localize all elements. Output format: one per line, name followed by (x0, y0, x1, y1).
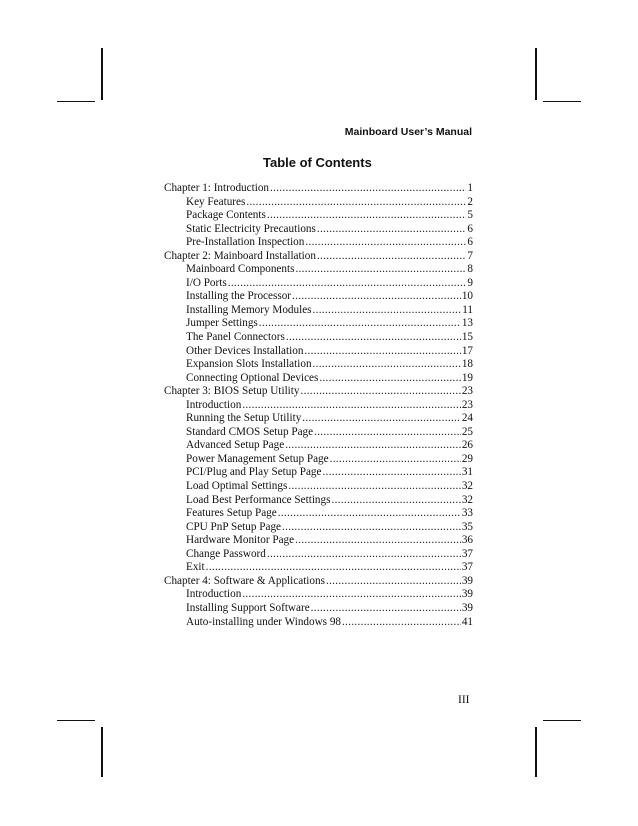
toc-entry-page: 32 (461, 480, 473, 493)
toc-entry-page: 33 (461, 507, 473, 520)
toc-section-entry[interactable] (164, 317, 473, 331)
toc-entry-page: 32 (461, 493, 473, 506)
table-of-contents (164, 182, 473, 629)
toc-entry-page: 36 (461, 534, 473, 547)
dot-leader (295, 534, 461, 548)
toc-section-entry[interactable] (164, 439, 473, 453)
dot-leader (288, 480, 461, 494)
toc-section-entry[interactable] (164, 358, 473, 372)
crop-mark-bottom-right-vertical (535, 727, 537, 777)
toc-entry-page: 11 (462, 303, 473, 316)
toc-section-entry[interactable] (164, 345, 473, 359)
toc-entry-page: 17 (461, 344, 473, 357)
toc-entry-label: PCI/Plug and Play Setup Page (186, 466, 322, 479)
dot-leader (267, 548, 461, 562)
dot-leader (206, 561, 461, 575)
toc-entry-page: 23 (461, 398, 473, 411)
dot-leader (242, 399, 461, 413)
toc-entry-label: Advanced Setup Page (186, 439, 285, 452)
dot-leader (305, 236, 466, 250)
dot-leader (313, 304, 462, 318)
toc-section-entry[interactable] (164, 263, 473, 277)
toc-section-entry[interactable] (164, 304, 473, 318)
toc-entry-page: 10 (461, 290, 473, 303)
toc-entry-page: 5 (467, 209, 473, 222)
page-title: Table of Contents (263, 155, 372, 170)
toc-chapter-entry[interactable] (164, 182, 473, 196)
toc-entry-page: 13 (461, 317, 473, 330)
toc-section-entry[interactable] (164, 616, 473, 630)
toc-entry-label: I/O Ports (186, 276, 227, 289)
toc-section-entry[interactable] (164, 602, 473, 616)
dot-leader (246, 196, 466, 210)
toc-section-entry[interactable] (164, 588, 473, 602)
toc-entry-label: Expansion Slots Installation (186, 358, 312, 371)
toc-entry-label: CPU PnP Setup Page (186, 520, 282, 533)
toc-entry-label: Chapter 3: BIOS Setup Utility (164, 385, 300, 398)
dot-leader (313, 358, 461, 372)
toc-section-entry[interactable] (164, 426, 473, 440)
dot-leader (319, 372, 460, 386)
dot-leader (311, 602, 461, 616)
toc-entry-page: 26 (461, 439, 473, 452)
dot-leader (259, 317, 461, 331)
toc-entry-page: 41 (461, 615, 473, 628)
toc-entry-label: Chapter 1: Introduction (164, 182, 270, 194)
toc-entry-label: Features Setup Page (186, 507, 277, 520)
toc-entry-label: Installing Support Software (186, 601, 310, 614)
toc-entry-label: Chapter 4: Software & Applications (164, 574, 325, 587)
toc-entry-page: 29 (461, 452, 473, 465)
toc-entry-page: 39 (461, 574, 473, 587)
dot-leader (331, 494, 460, 508)
toc-entry-page: 23 (461, 385, 473, 398)
dot-leader (301, 385, 461, 399)
toc-section-entry[interactable] (164, 453, 473, 467)
crop-mark-bottom-right-horizontal (543, 720, 581, 721)
toc-entry-page: 9 (467, 276, 473, 289)
toc-entry-label: The Panel Connectors (186, 331, 285, 344)
toc-section-entry[interactable] (164, 534, 473, 548)
toc-entry-label: Other Devices Installation (186, 344, 304, 357)
toc-section-entry[interactable] (164, 223, 473, 237)
toc-entry-page: 39 (461, 601, 473, 614)
toc-chapter-entry[interactable] (164, 575, 473, 589)
toc-section-entry[interactable] (164, 331, 473, 345)
toc-entry-page: 19 (461, 371, 473, 384)
toc-entry-label: Change Password (186, 547, 266, 560)
toc-entry-label: Static Electricity Precautions (186, 222, 316, 235)
toc-entry-label: Mainboard Components (186, 263, 295, 276)
toc-entry-label: Auto-installing under Windows 98 (186, 615, 342, 628)
toc-entry-page: 37 (461, 547, 473, 560)
toc-entry-label: Load Best Performance Settings (186, 493, 331, 506)
dot-leader (285, 439, 461, 453)
toc-section-entry[interactable] (164, 507, 473, 521)
dot-leader (317, 223, 467, 237)
toc-entry-page: 31 (461, 466, 473, 479)
toc-entry-page: 7 (467, 249, 473, 262)
toc-entry-page: 15 (461, 331, 473, 344)
dot-leader (278, 507, 461, 521)
dot-leader (326, 575, 461, 589)
dot-leader (304, 345, 460, 359)
toc-entry-page: 2 (467, 195, 473, 208)
toc-section-entry[interactable] (164, 236, 473, 250)
dot-leader (342, 616, 461, 630)
toc-entry-page: 39 (461, 588, 473, 601)
crop-mark-bottom-left-horizontal (57, 720, 95, 721)
toc-entry-label: Key Features (186, 195, 246, 208)
toc-section-entry[interactable] (164, 412, 473, 426)
dot-leader (292, 290, 461, 304)
toc-entry-page: 35 (461, 520, 473, 533)
toc-entry-label: Package Contents (186, 209, 266, 222)
dot-leader (295, 263, 466, 277)
toc-section-entry[interactable] (164, 494, 473, 508)
dot-leader (242, 588, 461, 602)
toc-entry-label: Pre-Installation Inspection (186, 236, 305, 249)
toc-entry-label: Jumper Settings (186, 317, 258, 330)
crop-mark-bottom-left-vertical (101, 727, 103, 777)
toc-section-entry[interactable] (164, 290, 473, 304)
toc-section-entry[interactable] (164, 521, 473, 535)
page-number: III (458, 694, 470, 706)
toc-section-entry[interactable] (164, 399, 473, 413)
toc-entry-page: 37 (461, 561, 473, 574)
dot-leader (267, 209, 467, 223)
toc-entry-page: 6 (467, 222, 473, 235)
toc-entry-page: 25 (461, 425, 473, 438)
toc-entry-label: Introduction (186, 588, 242, 601)
toc-entry-label: Installing Memory Modules (186, 303, 312, 316)
toc-entry-label: Power Management Setup Page (186, 452, 329, 465)
toc-entry-page: 18 (461, 358, 473, 371)
toc-entry-page: 8 (467, 263, 473, 276)
toc-entry-label: Load Optimal Settings (186, 480, 288, 493)
toc-section-entry[interactable] (164, 480, 473, 494)
toc-entry-page: 1 (467, 182, 473, 194)
dot-leader (228, 277, 467, 291)
dot-leader (286, 331, 461, 345)
dot-leader (314, 426, 461, 440)
toc-entry-page: 24 (461, 412, 473, 425)
toc-section-entry[interactable] (164, 372, 473, 386)
toc-entry-label: Introduction (186, 398, 242, 411)
crop-mark-top-left-horizontal (57, 101, 95, 102)
toc-entry-label: Exit (186, 561, 205, 574)
crop-mark-top-right-horizontal (543, 101, 581, 102)
toc-entry-label: Chapter 2: Mainboard Installation (164, 249, 316, 262)
toc-chapter-entry[interactable] (164, 250, 473, 264)
running-header: Mainboard User’s Manual (344, 126, 472, 138)
toc-chapter-entry[interactable] (164, 385, 473, 399)
dot-leader (317, 250, 466, 264)
toc-section-entry[interactable] (164, 209, 473, 223)
dot-leader (270, 182, 466, 196)
crop-mark-top-left-vertical (101, 48, 103, 100)
toc-entry-label: Running the Setup Utility (186, 412, 302, 425)
dot-leader (282, 521, 461, 535)
toc-section-entry[interactable] (164, 277, 473, 291)
toc-entry-label: Connecting Optional Devices (186, 371, 319, 384)
toc-entry-page: 6 (467, 236, 473, 249)
dot-leader (302, 412, 461, 426)
toc-entry-label: Hardware Monitor Page (186, 534, 295, 547)
toc-section-entry[interactable] (164, 548, 473, 562)
crop-mark-top-right-vertical (535, 48, 537, 100)
toc-entry-label: Installing the Processor (186, 290, 292, 303)
toc-section-entry[interactable] (164, 196, 473, 210)
toc-entry-label: Standard CMOS Setup Page (186, 425, 314, 438)
dot-leader (330, 453, 461, 467)
toc-section-entry[interactable] (164, 561, 473, 575)
dot-leader (323, 466, 461, 480)
toc-section-entry[interactable] (164, 466, 473, 480)
